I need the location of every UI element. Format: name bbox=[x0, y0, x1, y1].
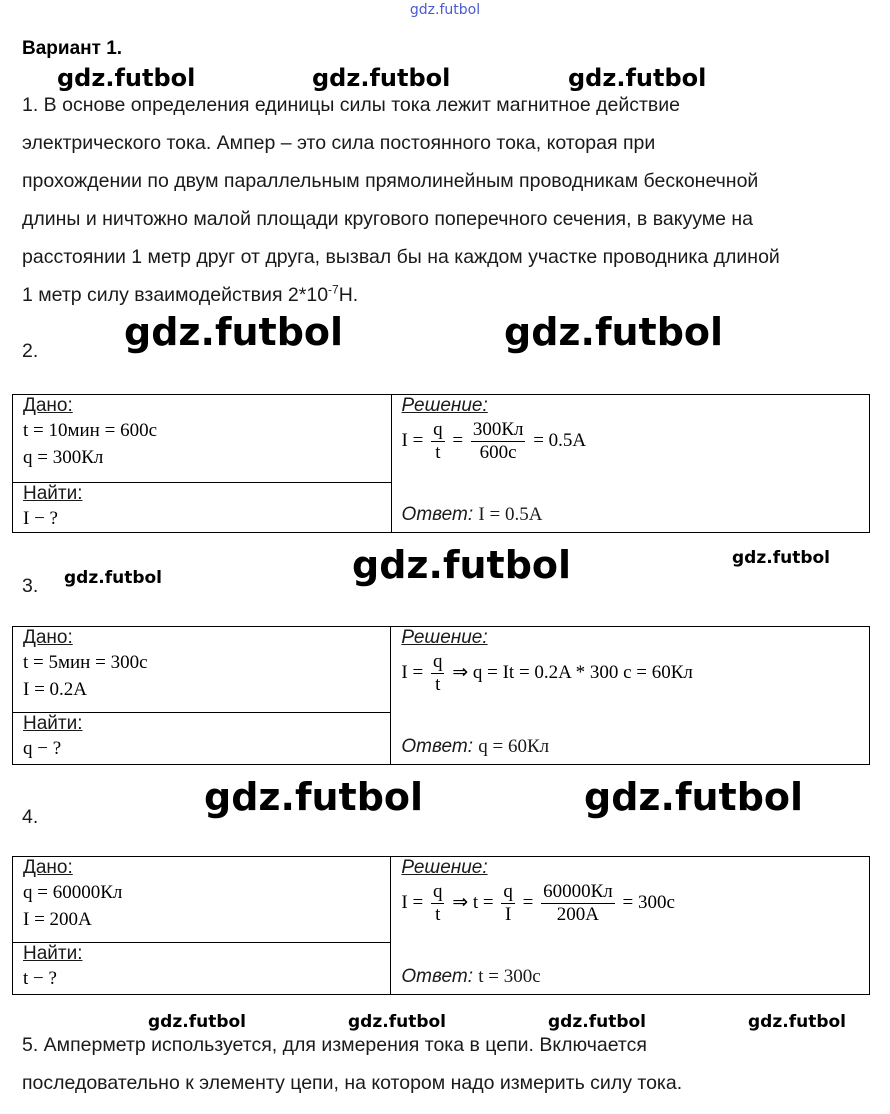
watermark: gdz.futbol bbox=[312, 64, 451, 92]
solution-formula bbox=[401, 881, 869, 926]
solution-label: Решение: bbox=[401, 627, 488, 648]
denominator: t bbox=[435, 442, 441, 463]
question-4-table bbox=[12, 856, 870, 995]
text-line bbox=[22, 276, 780, 314]
given-time: t = 10мин = 600с bbox=[23, 420, 158, 441]
find-label: Найти: bbox=[23, 713, 83, 734]
formula-part: ⇒ q = It = 0.2A * 300 c = 60Кл bbox=[452, 661, 693, 683]
find-value: I − ? bbox=[23, 508, 58, 529]
given-current: I = 0.2A bbox=[23, 679, 88, 700]
denominator: I bbox=[504, 904, 512, 925]
watermark: gdz.futbol bbox=[148, 1012, 246, 1032]
formula-part: I = bbox=[401, 429, 424, 451]
question-4-number: 4. bbox=[22, 806, 39, 828]
text-fragment: 1 метр силу взаимодействия 2*10 bbox=[22, 284, 329, 306]
variant-title: Вариант 1. bbox=[22, 38, 123, 59]
fraction bbox=[501, 881, 515, 926]
given-label: Дано: bbox=[23, 395, 73, 416]
fraction bbox=[431, 419, 445, 464]
given-charge: q = 300Кл bbox=[23, 447, 104, 468]
numerator: 300Кл bbox=[472, 419, 524, 440]
answer-value: I = 0.5A bbox=[478, 504, 543, 525]
answer-value: t = 300с bbox=[478, 966, 541, 987]
answer-line bbox=[401, 963, 540, 990]
formula-part: I = bbox=[401, 661, 424, 683]
text-line: длины и ничтожно малой площади кругового поперечного сечения, в вакууме на bbox=[22, 208, 754, 230]
watermark: gdz.futbol bbox=[204, 775, 424, 819]
formula-part: = bbox=[452, 429, 464, 451]
question-3-table bbox=[12, 626, 870, 765]
formula-part: = bbox=[522, 891, 534, 913]
find-value: t − ? bbox=[23, 968, 57, 989]
given-label: Дано: bbox=[23, 857, 73, 878]
watermark: gdz.futbol bbox=[348, 1012, 446, 1032]
given-charge: q = 60000Кл bbox=[23, 882, 123, 903]
numerator: q bbox=[432, 881, 443, 902]
site-link-top[interactable]: gdz.futbol bbox=[409, 2, 481, 18]
solution-formula bbox=[401, 651, 869, 696]
watermark: gdz.futbol bbox=[548, 1012, 646, 1032]
given-current: I = 200A bbox=[23, 909, 92, 930]
question-5-text bbox=[22, 1026, 682, 1102]
text-line: электрического тока. Ампер – это сила постоянного тока, которая при bbox=[22, 132, 656, 154]
question-2-table bbox=[12, 394, 870, 533]
question-3-number: 3. bbox=[22, 575, 39, 597]
answer-label: Ответ: bbox=[401, 504, 474, 525]
given-label: Дано: bbox=[23, 627, 73, 648]
question-1-text bbox=[22, 86, 780, 314]
fraction bbox=[541, 881, 615, 926]
solution-label: Решение: bbox=[401, 857, 488, 878]
fraction bbox=[431, 881, 445, 926]
text-line: 1. В основе определения единицы силы тока лежит магнитное действие bbox=[22, 94, 681, 116]
answer-value: q = 60Кл bbox=[478, 736, 550, 757]
given-time: t = 5мин = 300с bbox=[23, 652, 148, 673]
watermark: gdz.futbol bbox=[748, 1012, 846, 1032]
fraction bbox=[471, 419, 526, 464]
formula-part: = 300с bbox=[622, 891, 675, 913]
text-fragment: Н. bbox=[338, 284, 359, 306]
watermark: gdz.futbol bbox=[352, 543, 572, 587]
text-line: последовательно к элементу цепи, на котором надо измерить силу тока. bbox=[22, 1072, 683, 1094]
denominator: 200A bbox=[556, 904, 600, 925]
answer-line bbox=[402, 501, 543, 528]
watermark: gdz.futbol bbox=[568, 64, 707, 92]
text-line: 5. Амперметр используется, для измерения тока в цепи. Включается bbox=[22, 1034, 647, 1056]
find-value: q − ? bbox=[23, 738, 62, 759]
formula-part: ⇒ t = bbox=[452, 891, 494, 913]
watermark: gdz.futbol bbox=[64, 568, 162, 588]
text-line: расстоянии 1 метр друг от друга, вызвал бы на каждом участке проводника длиной bbox=[22, 246, 780, 268]
numerator: 60000Кл bbox=[543, 881, 613, 902]
fraction bbox=[431, 651, 445, 696]
find-label: Найти: bbox=[23, 483, 83, 504]
watermark: gdz.futbol bbox=[732, 548, 830, 568]
numerator: q bbox=[432, 651, 443, 672]
watermark: gdz.futbol bbox=[504, 310, 724, 354]
watermark: gdz.futbol bbox=[584, 775, 804, 819]
formula-part: = 0.5A bbox=[533, 429, 587, 451]
numerator: q bbox=[433, 419, 443, 440]
find-label: Найти: bbox=[23, 943, 83, 964]
answer-line bbox=[401, 733, 549, 760]
solution-formula bbox=[402, 419, 869, 464]
answer-label: Ответ: bbox=[401, 966, 473, 987]
solution-label: Решение: bbox=[401, 395, 488, 416]
exponent: -7 bbox=[328, 282, 339, 297]
question-2-number: 2. bbox=[22, 340, 39, 362]
denominator: 600с bbox=[479, 442, 517, 463]
watermark: gdz.futbol bbox=[124, 310, 344, 354]
numerator: q bbox=[503, 881, 513, 902]
denominator: t bbox=[435, 674, 441, 695]
answer-label: Ответ: bbox=[401, 736, 473, 757]
formula-part: I = bbox=[401, 891, 424, 913]
denominator: t bbox=[435, 904, 441, 925]
text-line: прохождении по двум параллельным прямолинейным проводникам бесконечной bbox=[22, 170, 759, 192]
watermark: gdz.futbol bbox=[57, 64, 196, 92]
